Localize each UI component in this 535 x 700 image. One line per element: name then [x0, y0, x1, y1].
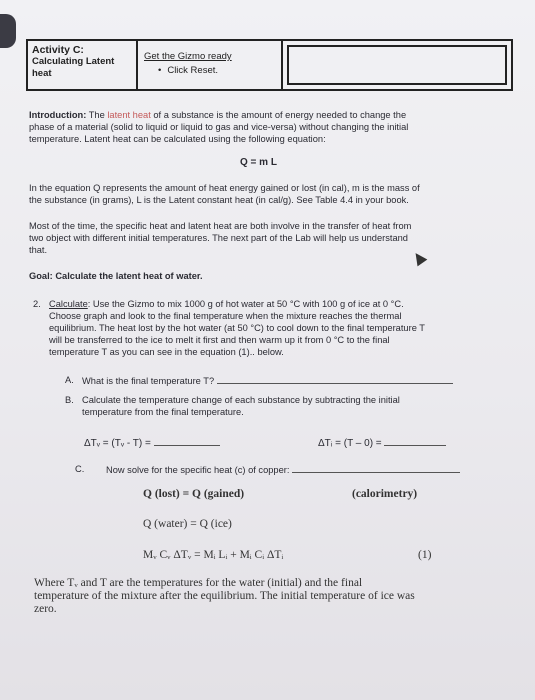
- delta-t-ice-answer-field[interactable]: [384, 436, 446, 446]
- gizmo-ready-link[interactable]: Get the Gizmo ready: [144, 51, 232, 62]
- part-b-line-1: Calculate the temperature change of each substance by subtracting the initial: [82, 395, 400, 405]
- note-line-2: temperature of the mixture after the equilibrium. The initial temperature of ice was: [34, 590, 415, 602]
- calorimetry-note: (calorimetry): [352, 488, 418, 500]
- intro-line-3: temperature. Latent heat can be calculated using the following equation:: [29, 134, 326, 144]
- final-temperature-answer-field[interactable]: [217, 374, 453, 384]
- part-a-label: A.: [65, 375, 74, 385]
- delta-t-ice-row: ΔTᵢ = (T – 0) =: [318, 436, 446, 450]
- transfer-line-2: two object with different initial temperatures. The next part of the Lab will help us understand: [29, 233, 408, 243]
- intro-line-2: phase of a material (solid to liquid or liquid to gas and vice-versa) without changing the initial: [29, 122, 409, 132]
- activity-subtitle-line2: heat: [32, 68, 52, 79]
- empty-inner-box: [287, 45, 507, 85]
- latent-heat-term: latent heat: [107, 110, 151, 120]
- question-line-5: temperature T as you can see in the equation (1).. below.: [49, 347, 284, 357]
- part-c-label: C.: [75, 464, 85, 474]
- mouse-cursor-icon: [411, 250, 428, 267]
- setup-cell: [138, 41, 283, 89]
- explain-line-1: In the equation Q represents the amount of heat energy gained or lost (in cal), m is the mass of: [29, 183, 420, 193]
- delta-t-water-row: ΔTᵥ = (Tᵥ - T) =: [84, 436, 220, 450]
- question-line-2: Choose graph and look to the final temperature when the mixture reaches the thermal: [49, 311, 402, 321]
- part-c-question: Now solve for the specific heat (c) of copper:: [106, 463, 460, 476]
- part-a-question: What is the final temperature T?: [82, 374, 453, 387]
- reset-instruction: • Click Reset.: [144, 65, 281, 76]
- question-line-1: Calculate: Use the Gizmo to mix 1000 g of hot water at 50 °C with 100 g of ice at 0 °C.: [49, 299, 404, 309]
- explain-line-2: the substance (in grams), L is the Latent constant heat (in cal/g). See Table 4.4 in your book.: [29, 195, 409, 205]
- transfer-line-3: that.: [29, 245, 48, 255]
- note-line-1: Where Tᵥ and T are the temperatures for the water (initial) and the final: [34, 577, 363, 589]
- latent-heat-equation: Q = m L: [240, 157, 277, 168]
- activity-subtitle-line1: Calculating Latent: [32, 56, 115, 67]
- transfer-line-1: Most of the time, the specific heat and latent heat are both involve in the transfer of heat from: [29, 221, 412, 231]
- question-line-4: will be transferred to the ice to melt it first and then warm up it from 0 °C to the final: [49, 335, 390, 345]
- empty-cell: [283, 41, 511, 89]
- question-line-3: equilibrium. The heat lost by the hot water (at 50 °C) to cool down to the final temperature T: [49, 323, 425, 333]
- activity-title-cell: [28, 41, 138, 89]
- binder-ring: [0, 14, 16, 48]
- note-line-3: zero.: [34, 603, 57, 615]
- calculate-label: Calculate: [49, 299, 88, 309]
- water-ice-equation: Q (water) = Q (ice): [143, 518, 232, 530]
- part-b-line-2: temperature from the final temperature.: [82, 407, 244, 417]
- heat-balance-equation: Mᵥ Cᵥ ΔTᵥ = Mᵢ Lᵢ + Mᵢ Cᵢ ΔTᵢ: [143, 549, 284, 561]
- delta-t-water-answer-field[interactable]: [154, 436, 220, 446]
- part-b-label: B.: [65, 395, 74, 405]
- calorimetry-equation: Q (lost) = Q (gained): [143, 488, 245, 500]
- equation-number: (1): [418, 549, 432, 561]
- question-number: 2.: [33, 299, 41, 309]
- intro-label: Introduction:: [29, 110, 87, 120]
- intro-line-1: Introduction: The latent heat of a substance is the amount of energy needed to change the: [29, 110, 407, 120]
- activity-title: Activity C:: [32, 44, 84, 56]
- specific-heat-answer-field[interactable]: [292, 463, 460, 473]
- activity-header-table: [26, 39, 513, 91]
- goal-statement: Goal: Calculate the latent heat of water.: [29, 271, 203, 281]
